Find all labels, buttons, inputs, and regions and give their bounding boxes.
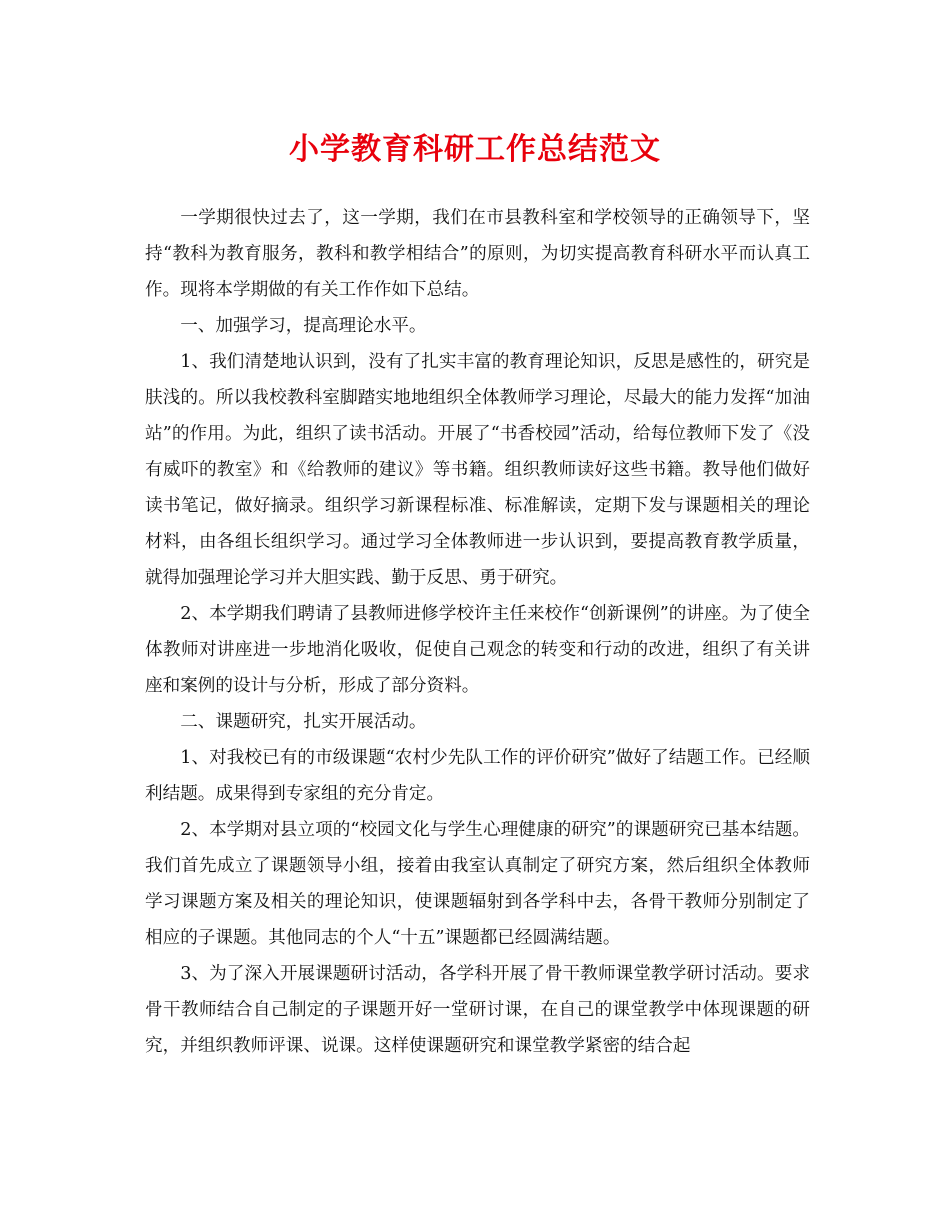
paragraph-1-1: 1、我们清楚地认识到，没有了扎实丰富的教育理论知识，反思是感性的，研究是肤浅的。所以我校教科室脚踏实地地组织全体教师学习理论，尽最大的能力发挥“加油站”的作用。为此，组织了读书活动。开展了“书香校园”活动，给每位教师下发了《没有威吓的教室》和《给教师的建议》等书籍。组织教师读好这些书籍。教导他们做好读书笔记，做好摘录。组织学习新课程标准、标准解读，定期下发与课题相关的理论材料，由各组长组织学习。通过学习全体教师进一步认识到，要提高教育教学质量，就得加强理论学习并大胆实践、勤于反思、勇于研究。 <box>145 352 810 588</box>
document-body <box>145 200 810 1064</box>
paragraph-1-2: 2、本学期我们聘请了县教师进修学校许主任来校作“创新课例”的讲座。为了使全体教师对讲座进一步地消化吸收，促使自己观念的转变和行动的改进，组织了有关讲座和案例的设计与分析，形成了部分资料。 <box>145 604 810 696</box>
section-heading-1: 一、加强学习，提高理论水平。 <box>180 316 427 336</box>
paragraph-2-3: 3、为了深入开展课题研讨活动，各学科开展了骨干教师课堂教学研讨活动。要求骨干教师结合自己制定的子课题开好一堂研讨课，在自己的课堂教学中体现课题的研究，并组织教师评课、说课。这样使课题研究和课堂教学紧密的结合起 <box>145 964 810 1056</box>
paragraph-2-1: 1、对我校已有的市级课题“农村少先队工作的评价研究”做好了结题工作。已经顺利结题。成果得到专家组的充分肯定。 <box>145 748 810 804</box>
document-title: 小学教育科研工作总结范文 <box>289 132 661 167</box>
section-heading-2: 二、课题研究，扎实开展活动。 <box>180 712 427 732</box>
paragraph-2-2: 2、本学期对县立项的“校园文化与学生心理健康的研究”的课题研究已基本结题。我们首先成立了课题领导小组，接着由我室认真制定了研究方案，然后组织全体教师学习课题方案及相关的理论知识，使课题辐射到各学科中去，各骨干教师分别制定了相应的子课题。其他同志的个人“十五”课题都已经圆满结题。 <box>145 820 810 948</box>
paragraph-intro: 一学期很快过去了，这一学期，我们在市县教科室和学校领导的正确领导下，坚持“教科为教育服务，教科和教学相结合”的原则，为切实提高教育科研水平而认真工作。现将本学期做的有关工作作如下总结。 <box>145 208 810 300</box>
